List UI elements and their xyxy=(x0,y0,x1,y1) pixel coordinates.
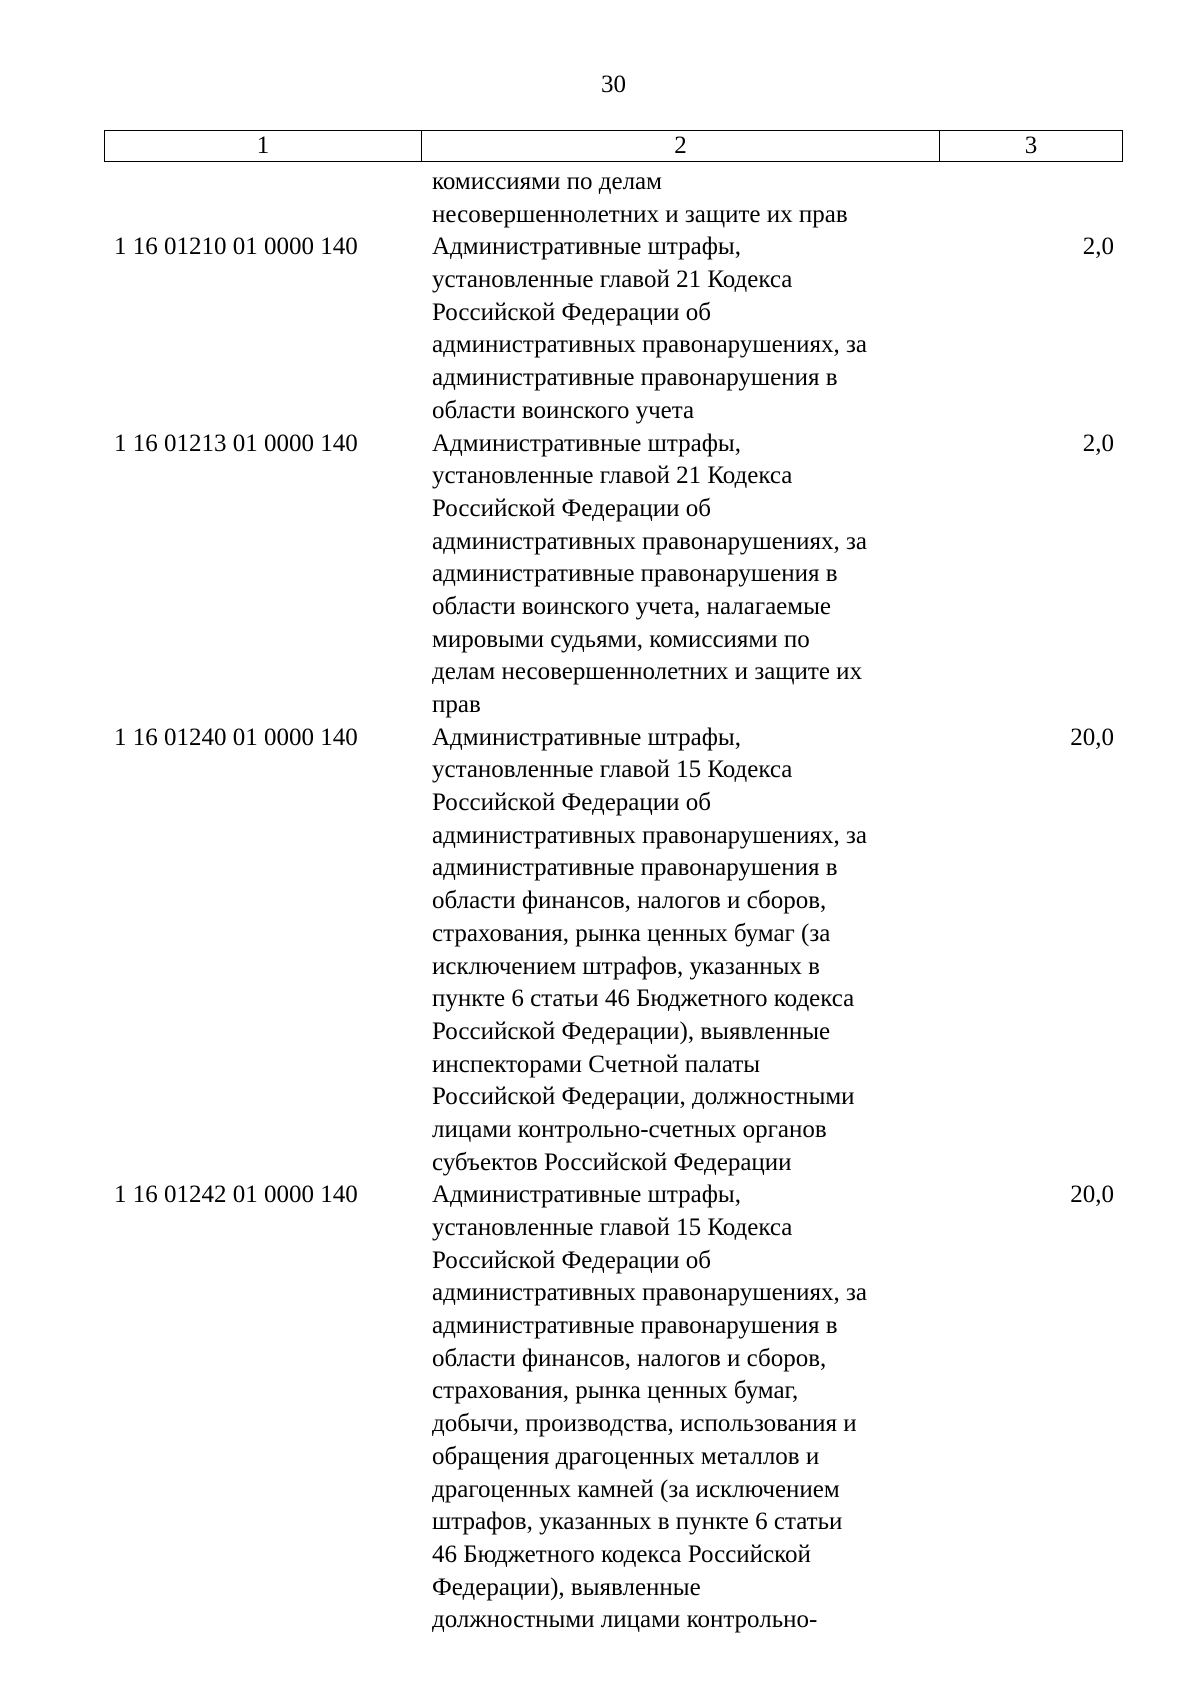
table-line xyxy=(104,885,1123,918)
table-line xyxy=(104,428,1123,461)
description-line: добычи, производства, использования и xyxy=(432,1410,857,1438)
description-line: Российской Федерации об xyxy=(432,1246,711,1274)
table-line xyxy=(104,166,1123,199)
table-line xyxy=(104,951,1123,984)
table-line xyxy=(104,624,1123,657)
description-line: административных правонарушениях, за xyxy=(432,331,867,359)
table-line xyxy=(104,1310,1123,1343)
table-line xyxy=(104,1245,1123,1278)
description-line: обращения драгоценных металлов и xyxy=(432,1442,820,1470)
description-line: административные правонарушения в xyxy=(432,854,838,882)
table-line xyxy=(104,1212,1123,1245)
description-line: страхования, рынка ценных бумаг (за xyxy=(432,919,831,947)
description-line: штрафов, указанных в пункте 6 статьи xyxy=(432,1508,843,1536)
continued-description-line: несовершеннолетних и защите их прав xyxy=(432,200,848,228)
amount-value: 2,0 xyxy=(1082,429,1114,457)
description-line: установленные главой 15 Кодекса xyxy=(432,1214,793,1241)
table-header xyxy=(104,130,1123,162)
description-line: инспекторами Счетной палаты xyxy=(432,1050,761,1078)
description-line: административных правонарушениях, за xyxy=(432,527,867,555)
amount-value: 2,0 xyxy=(1082,233,1114,261)
description-line: Российской Федерации об xyxy=(432,494,711,522)
table-line xyxy=(104,852,1123,885)
continued-description-line: комиссиями по делам xyxy=(432,168,662,195)
table-line xyxy=(104,264,1123,297)
table-line xyxy=(104,1016,1123,1049)
table-line xyxy=(104,1375,1123,1408)
table-line xyxy=(104,1408,1123,1441)
description-line: Административные штрафы, xyxy=(432,723,741,751)
table-line xyxy=(104,918,1123,951)
table-line xyxy=(104,1441,1123,1474)
table-line xyxy=(104,656,1123,689)
header-col-3: 3 xyxy=(1024,132,1038,159)
table-line xyxy=(104,1506,1123,1539)
table-line xyxy=(104,983,1123,1016)
table-line xyxy=(104,558,1123,591)
header-col-2: 2 xyxy=(422,131,940,161)
description-line: административные правонарушения в xyxy=(432,560,838,588)
table-line xyxy=(104,1474,1123,1507)
table-line xyxy=(104,362,1123,395)
description-line: страхования, рынка ценных бумаг, xyxy=(432,1377,799,1405)
header-col-1: 1 xyxy=(105,131,422,161)
budget-code: 1 16 01240 01 0000 140 xyxy=(114,723,358,751)
table-line xyxy=(104,1277,1123,1310)
budget-table xyxy=(104,166,1123,1637)
table-line xyxy=(104,1572,1123,1605)
budget-code: 1 16 01213 01 0000 140 xyxy=(114,429,358,457)
page-number: 30 xyxy=(601,71,626,98)
budget-code: 1 16 01242 01 0000 140 xyxy=(114,1181,358,1209)
table-line xyxy=(104,1179,1123,1212)
table-line xyxy=(104,1343,1123,1376)
table-line xyxy=(104,1114,1123,1147)
description-line: области воинского учета xyxy=(432,396,695,424)
table-line xyxy=(104,591,1123,624)
description-line: Административные штрафы, xyxy=(432,233,741,261)
amount-value: 20,0 xyxy=(1070,723,1114,751)
description-line: Федерации), выявленные xyxy=(432,1573,701,1601)
description-line: делам несовершеннолетних и защите их xyxy=(432,658,863,686)
table-line xyxy=(104,1604,1123,1637)
description-line: установленные главой 21 Кодекса xyxy=(432,462,793,490)
table-line xyxy=(104,1539,1123,1572)
description-line: административные правонарушения в xyxy=(432,364,838,392)
description-line: прав xyxy=(432,691,481,718)
description-line: Российской Федерации об xyxy=(432,789,711,817)
table-line xyxy=(104,754,1123,787)
description-line: административных правонарушениях, за xyxy=(432,1279,867,1307)
description-line: пункте 6 статьи 46 Бюджетного кодекса xyxy=(432,985,855,1013)
description-line: лицами контрольно-счетных органов xyxy=(432,1115,827,1143)
table-line xyxy=(104,722,1123,755)
table-line xyxy=(104,460,1123,493)
table-line xyxy=(104,395,1123,428)
description-line: административные правонарушения в xyxy=(432,1312,838,1340)
table-line xyxy=(104,297,1123,330)
description-line: субъектов Российской Федерации xyxy=(432,1148,792,1176)
table-line xyxy=(104,1081,1123,1114)
description-line: Российской Федерации), выявленные xyxy=(432,1017,831,1045)
description-line: исключением штрафов, указанных в xyxy=(432,952,820,980)
description-line: мировыми судьями, комиссиями по xyxy=(432,625,810,653)
description-line: области финансов, налогов и сборов, xyxy=(432,1344,827,1372)
table-line xyxy=(104,199,1123,232)
description-line: Административные штрафы, xyxy=(432,429,741,457)
description-line: установленные главой 15 Кодекса xyxy=(432,756,793,784)
table-line xyxy=(104,1049,1123,1082)
description-line: установленные главой 21 Кодекса xyxy=(432,266,793,294)
description-line: Российской Федерации, должностными xyxy=(432,1083,855,1111)
amount-value: 20,0 xyxy=(1070,1181,1114,1209)
description-line: области воинского учета, налагаемые xyxy=(432,592,831,620)
table-line xyxy=(104,231,1123,264)
table-line xyxy=(104,1147,1123,1180)
table-line xyxy=(104,526,1123,559)
table-line xyxy=(104,689,1123,722)
description-line: Административные штрафы, xyxy=(432,1181,741,1209)
table-line xyxy=(104,787,1123,820)
description-line: должностными лицами контрольно- xyxy=(432,1606,818,1634)
description-line: области финансов, налогов и сборов, xyxy=(432,887,827,915)
description-line: административных правонарушениях, за xyxy=(432,821,867,849)
description-line: Российской Федерации об xyxy=(432,298,711,326)
table-line xyxy=(104,820,1123,853)
description-line: 46 Бюджетного кодекса Российской xyxy=(432,1540,811,1568)
budget-code: 1 16 01210 01 0000 140 xyxy=(114,233,358,261)
description-line: драгоценных камней (за исключением xyxy=(432,1475,840,1503)
table-line xyxy=(104,493,1123,526)
table-line xyxy=(104,329,1123,362)
